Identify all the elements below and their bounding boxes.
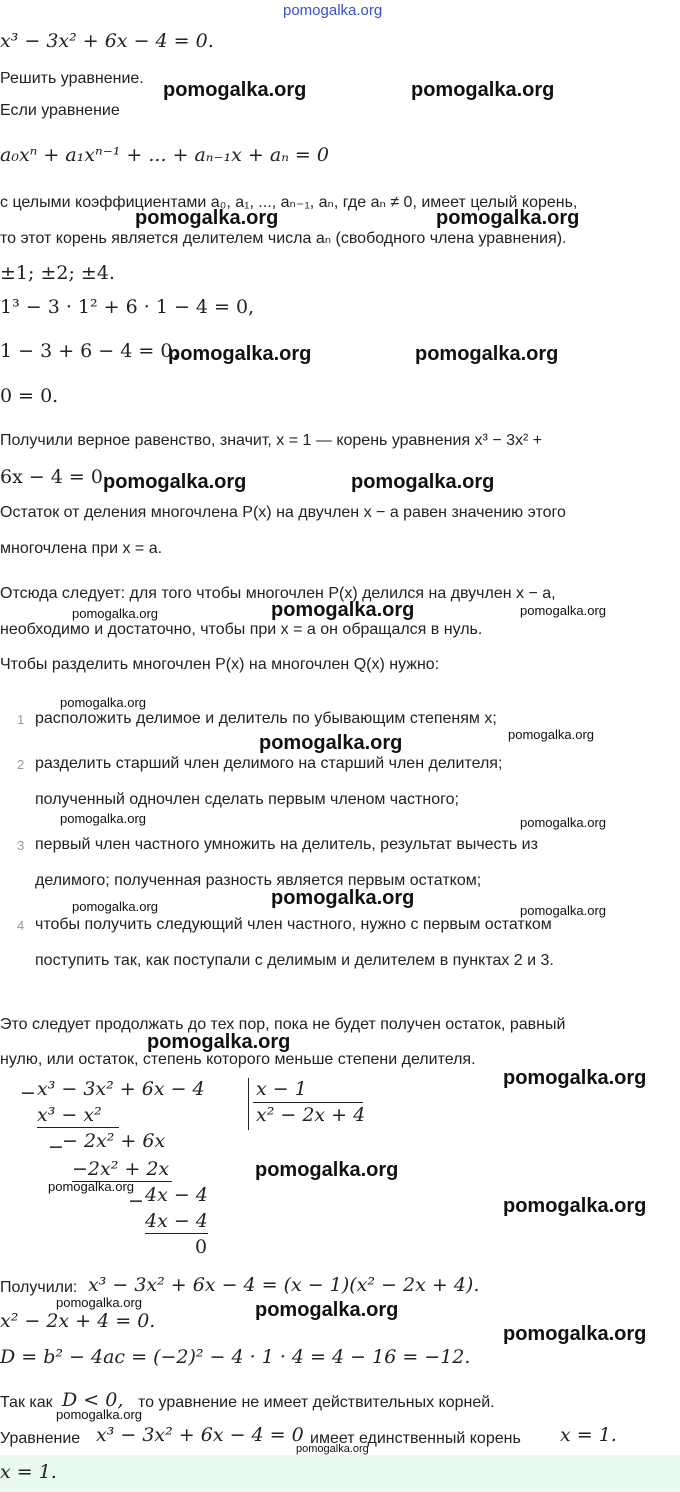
no-roots-prefix: Так как: [0, 1394, 53, 1411]
step-text: делимого; полученная разность является первым остатком;: [35, 872, 482, 889]
remainder-theorem-line-1: Остаток от деления многочлена P(x) на двучлен x − a равен значению этого: [0, 504, 566, 521]
unique-root: x = 1.: [560, 1424, 617, 1446]
watermark: pomogalka.org: [271, 887, 415, 909]
step-number: 3: [17, 838, 25, 853]
watermark: pomogalka.org: [135, 207, 279, 229]
step-text: чтобы получить следующий член частного, нужно с первым остатком: [35, 916, 552, 933]
watermark: pomogalka.org: [520, 903, 606, 918]
division-minus: −: [128, 1190, 144, 1212]
remainder-2: 4x − 4: [145, 1184, 208, 1206]
answer: x = 1.: [0, 1461, 57, 1483]
general-polynomial: a₀xⁿ + a₁xⁿ⁻¹ + ... + aₙ₋₁x + aₙ = 0: [0, 144, 329, 166]
watermark: pomogalka.org: [351, 471, 495, 493]
watermark: pomogalka.org: [163, 79, 307, 101]
root-line-1: Получили верное равенство, значит, x = 1 — корень уравнения x³ − 3x² +: [0, 432, 543, 449]
remainder-final: 0: [195, 1236, 208, 1258]
check-line-1: 1³ − 3 · 1² + 6 · 1 − 4 = 0,: [0, 296, 255, 318]
unique-prefix: Уравнение: [0, 1430, 81, 1447]
watermark: pomogalka.org: [168, 343, 312, 365]
step-number: 2: [17, 757, 25, 772]
corollary-line-1: Отсюда следует: для того чтобы многочлен P(x) делился на двучлен x − a,: [0, 585, 556, 602]
watermark: pomogalka.org: [436, 207, 580, 229]
division-minus: −: [20, 1082, 36, 1104]
watermark: pomogalka.org: [48, 1179, 134, 1194]
watermark: pomogalka.org: [72, 899, 158, 914]
continue-line-2: нулю, или остаток, степень которого меньше степени делителя.: [0, 1051, 476, 1068]
watermark: pomogalka.org: [415, 343, 559, 365]
coefficients-line-2: то этот корень является делителем числа aₙ (свободного члена уравнения).: [0, 230, 567, 247]
watermark: pomogalka.org: [520, 603, 606, 618]
watermark: pomogalka.org: [296, 1443, 369, 1455]
watermark: pomogalka.org: [520, 815, 606, 830]
no-roots-text: то уравнение не имеет действительных корней.: [138, 1394, 495, 1411]
watermark: pomogalka.org: [503, 1067, 647, 1089]
if-equation-text: Если уравнение: [0, 102, 120, 119]
step-text: первый член частного умножить на делитель, результат вычесть из: [35, 836, 538, 853]
site-link[interactable]: pomogalka.org: [283, 2, 383, 19]
remainder-1: − 2x² + 6x: [62, 1130, 166, 1152]
watermark: pomogalka.org: [56, 1295, 142, 1310]
answer-box: [0, 1455, 680, 1492]
step-number: 1: [17, 712, 25, 727]
watermark: pomogalka.org: [60, 811, 146, 826]
no-roots-condition: D < 0,: [62, 1389, 124, 1411]
factorization: x³ − 3x² + 6x − 4 = (x − 1)(x² − 2x + 4).: [88, 1274, 480, 1296]
watermark: pomogalka.org: [60, 695, 146, 710]
divisor-rule: [253, 1102, 363, 1103]
step-number: 4: [17, 918, 25, 933]
check-line-2: 1 − 3 + 6 − 4 = 0,: [0, 340, 179, 362]
watermark: pomogalka.org: [271, 599, 415, 621]
division-intro: Чтобы разделить многочлен P(x) на многочлен Q(x) нужно:: [0, 656, 440, 673]
watermark: pomogalka.org: [255, 1159, 399, 1181]
check-line-3: 0 = 0.: [0, 385, 59, 407]
subtrahend-1: x³ − x²: [37, 1104, 102, 1126]
dividend: x³ − 3x² + 6x − 4: [37, 1078, 205, 1100]
subtrahend-2: −2x² + 2x: [72, 1158, 170, 1180]
quadratic-equation: x² − 2x + 4 = 0.: [0, 1310, 156, 1332]
result-label: Получили:: [0, 1279, 78, 1296]
quotient: x² − 2x + 4: [256, 1104, 366, 1126]
step-text: полученный одночлен сделать первым членом частного;: [35, 791, 459, 808]
divisors: ±1; ±2; ±4.: [0, 262, 115, 284]
watermark: pomogalka.org: [56, 1407, 142, 1422]
watermark: pomogalka.org: [259, 732, 403, 754]
step-text: поступить так, как поступали с делимым и делителем в пунктах 2 и 3.: [35, 952, 554, 969]
watermark: pomogalka.org: [503, 1195, 647, 1217]
task-text: Решить уравнение.: [0, 70, 144, 87]
watermark: pomogalka.org: [72, 606, 158, 621]
equation-title: x³ − 3x² + 6x − 4 = 0.: [0, 30, 214, 52]
subtrahend-3: 4x − 4: [145, 1210, 208, 1232]
watermark: pomogalka.org: [503, 1323, 647, 1345]
watermark: pomogalka.org: [508, 727, 594, 742]
division-rule: [145, 1233, 208, 1234]
step-text: разделить старший член делимого на старший член делителя;: [35, 755, 503, 772]
division-rule: [37, 1127, 119, 1128]
divisor: x − 1: [256, 1078, 307, 1100]
root-line-2: 6x − 4 = 0.: [0, 466, 110, 488]
division-minus: −: [48, 1136, 64, 1158]
coefficients-line-1: с целыми коэффициентами a₀, a₁, ..., aₙ₋₁, aₙ, где aₙ ≠ 0, имеет целый корень,: [0, 194, 578, 211]
continue-line-1: Это следует продолжать до тех пор, пока не будет получен остаток, равный: [0, 1016, 566, 1033]
corollary-line-2: необходимо и достаточно, чтобы при x = a он обращался в нуль.: [0, 621, 483, 638]
divisor-bracket: [248, 1078, 249, 1130]
remainder-theorem-line-2: многочлена при x = a.: [0, 540, 163, 557]
discriminant: D = b² − 4ac = (−2)² − 4 · 1 · 4 = 4 − 16 = −12.: [0, 1346, 471, 1368]
watermark: pomogalka.org: [147, 1031, 291, 1053]
step-text: расположить делимое и делитель по убывающим степеням x;: [35, 710, 497, 727]
watermark: pomogalka.org: [103, 471, 247, 493]
watermark: pomogalka.org: [255, 1299, 399, 1321]
unique-equation: x³ − 3x² + 6x − 4 = 0: [96, 1424, 304, 1446]
unique-text: имеет единственный корень: [310, 1430, 521, 1447]
watermark: pomogalka.org: [411, 79, 555, 101]
